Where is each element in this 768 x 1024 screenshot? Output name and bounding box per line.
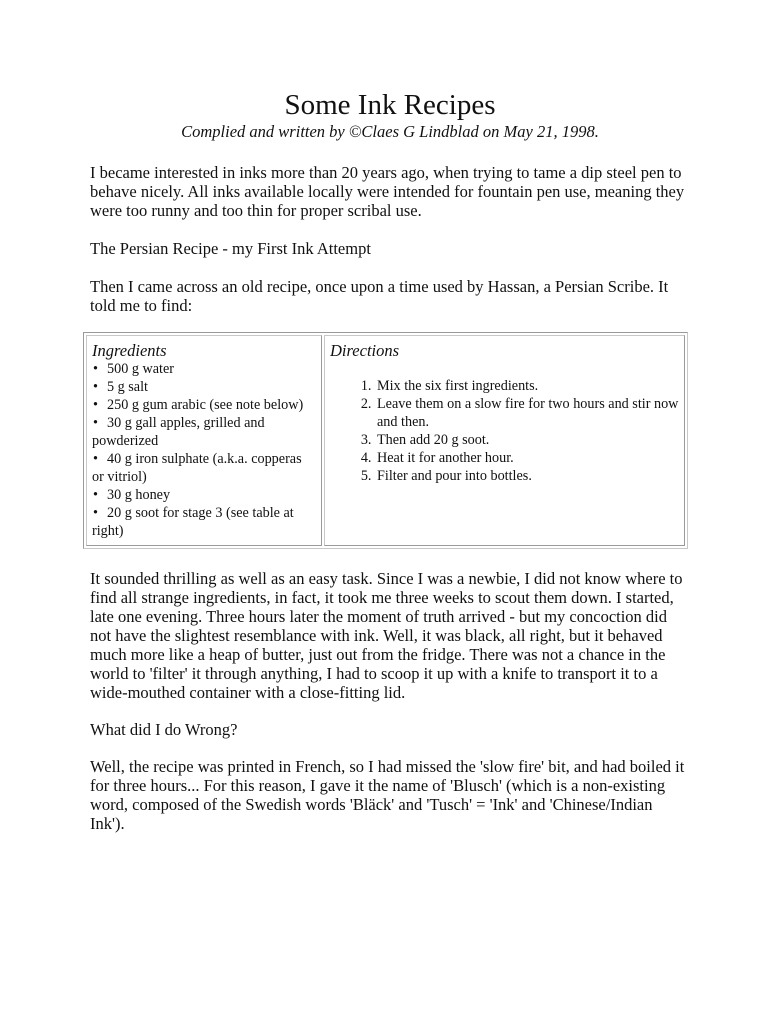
- directions-list: [330, 377, 679, 485]
- recipe-table: [83, 332, 688, 549]
- question-heading: What did I do Wrong?: [90, 720, 238, 739]
- direction-step: 2. Leave them on a slow fire for two hours and stir now and then.: [375, 395, 679, 431]
- ingredient-item: • 40 g iron sulphate (a.k.a. copperas or vitriol): [92, 450, 316, 486]
- ingredients-list: [92, 360, 316, 540]
- direction-step: 3. Then add 20 g soot.: [375, 431, 679, 449]
- ingredient-item: • 20 g soot for stage 3 (see table at right): [92, 504, 316, 540]
- ingredients-header: Ingredients: [92, 341, 167, 360]
- section-heading: The Persian Recipe - my First Ink Attempt: [90, 239, 371, 258]
- document-page: [90, 88, 690, 833]
- intro-paragraph: I became interested in inks more than 20 years ago, when trying to tame a dip steel pen to behave nicely. All inks available locally were intended for fountain pen use, meaning they were too runny and too thin for proper scribal use.: [90, 163, 685, 220]
- directions-cell: [324, 335, 685, 546]
- ingredient-item: • 30 g gall apples, grilled and powderized: [92, 414, 316, 450]
- direction-step: 5. Filter and pour into bottles.: [375, 467, 679, 485]
- ingredient-item: • 30 g honey: [92, 486, 316, 504]
- directions-header: Directions: [330, 341, 400, 360]
- ingredient-item: • 5 g salt: [92, 378, 316, 396]
- direction-step: 4. Heat it for another hour.: [375, 449, 679, 467]
- author-credit: Complied and written by ©Claes G Lindblad on May 21, 1998.: [181, 122, 599, 141]
- answer-paragraph: Well, the recipe was printed in French, so I had missed the 'slow fire' bit, and had boiled it for three hours... For this reason, I gave it the name of 'Blusch' (which is a non-existing word, composed of the Swedish words 'Bläck' and 'Tusch' = 'Ink' and 'Chinese/Indian Ink').: [90, 757, 685, 833]
- ingredient-item: • 500 g water: [92, 360, 316, 378]
- page-title: Some Ink Recipes: [284, 89, 496, 121]
- recipe-intro-paragraph: Then I came across an old recipe, once upon a time used by Hassan, a Persian Scribe. It told me to find:: [90, 277, 669, 315]
- story-paragraph: It sounded thrilling as well as an easy task. Since I was a newbie, I did not know where to find all strange ingredients, in fact, it took me three weeks to scout them down. I started, late one evening. Three hours later the moment of truth arrived - but my concoction did not have the slightest resemblance with ink. Well, it was black, all right, but it behaved much more like a heap of butter, just out from the fridge. There was not a chance in the world to 'filter' it through anything, I had to scoop it up with a knife to transport it to a wide-mouthed container with a close-fitting lid.: [90, 569, 683, 702]
- direction-step: 1. Mix the six first ingredients.: [375, 377, 679, 395]
- ingredient-item: • 250 g gum arabic (see note below): [92, 396, 316, 414]
- ingredients-cell: [86, 335, 322, 546]
